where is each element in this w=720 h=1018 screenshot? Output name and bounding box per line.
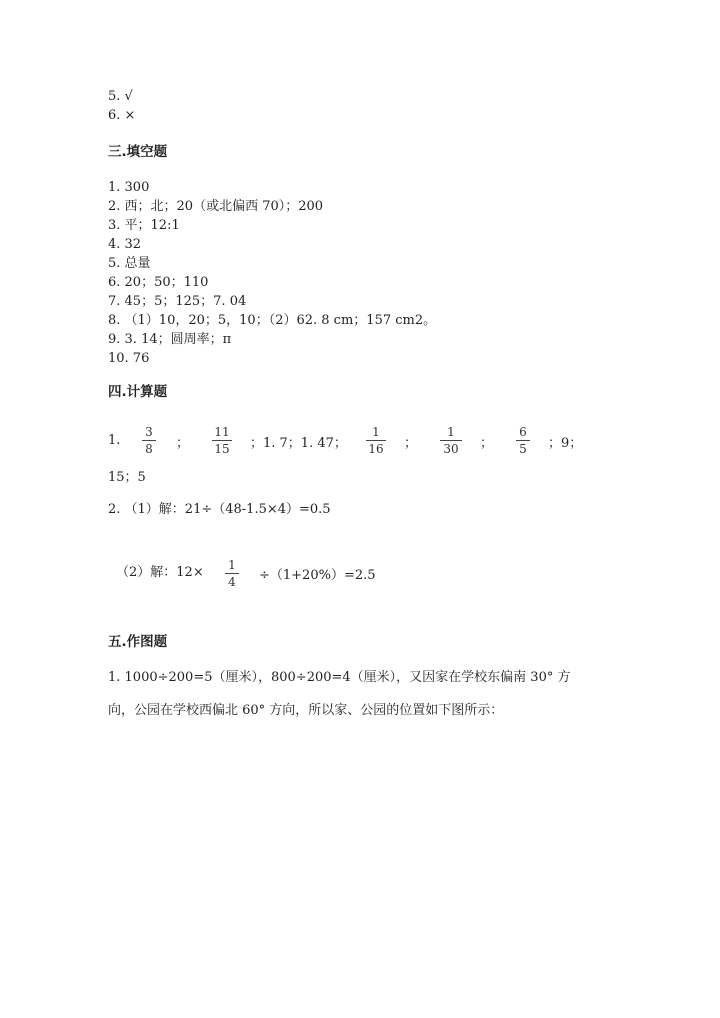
fill-answer-8: 8. （1）10，20；5，10；（2）62. 8 cm；157 cm2。 xyxy=(108,313,437,328)
calc-separator: ；1. 7；1. 47； xyxy=(250,436,347,451)
fill-answer-7: 7. 45；5；125；7. 04 xyxy=(108,294,247,309)
fraction-6-5: 6 5 xyxy=(516,425,530,456)
section3-heading: 三.填空题 xyxy=(108,144,168,160)
fill-answer-9: 9. 3. 14；圆周率；π xyxy=(108,332,232,347)
calc-separator: ；9； xyxy=(548,436,583,451)
judge-answer-6: 6. × xyxy=(108,108,136,123)
calc-q2-part2-prefix: （2）解：12× xyxy=(116,565,204,580)
drawing-answer-line1: 1. 1000÷200=5（厘米），800÷200=4（厘米），又因家在学校东偏南 30° 方 xyxy=(108,670,571,685)
fraction-11-15: 11 15 xyxy=(212,425,232,456)
fraction-3-8: 3 8 xyxy=(142,425,156,456)
calc-q1-label: 1. xyxy=(108,433,121,448)
fill-answer-2: 2. 西；北；20（或北偏西 70）；200 xyxy=(108,199,324,214)
section4-heading: 四.计算题 xyxy=(108,384,168,400)
fraction-1-16: 1 16 xyxy=(366,425,386,456)
fraction-1-30: 1 30 xyxy=(440,425,462,456)
calc-q2-part2-suffix: ÷（1+20%）=2.5 xyxy=(259,568,376,583)
section5-heading: 五.作图题 xyxy=(108,634,168,650)
fill-answer-4: 4. 32 xyxy=(108,237,142,252)
calc-q1-continued: 15；5 xyxy=(108,470,146,485)
calc-separator: ； xyxy=(480,436,494,451)
calc-separator: ； xyxy=(176,436,190,451)
fill-answer-6: 6. 20；50；110 xyxy=(108,275,209,290)
fill-answer-10: 10. 76 xyxy=(108,351,150,366)
fill-answer-3: 3. 平；12:1 xyxy=(108,218,180,233)
calc-q2-part1: 2. （1）解：21÷（48-1.5×4）=0.5 xyxy=(108,502,331,517)
fraction-1-4: 1 4 xyxy=(225,558,239,589)
fill-answer-1: 1. 300 xyxy=(108,180,150,195)
drawing-answer-line2: 向，公园在学校西偏北 60° 方向，所以家、公园的位置如下图所示： xyxy=(108,703,504,718)
judge-answer-5: 5. √ xyxy=(108,89,133,104)
calc-separator: ； xyxy=(404,436,418,451)
fill-answer-5: 5. 总量 xyxy=(108,256,151,271)
